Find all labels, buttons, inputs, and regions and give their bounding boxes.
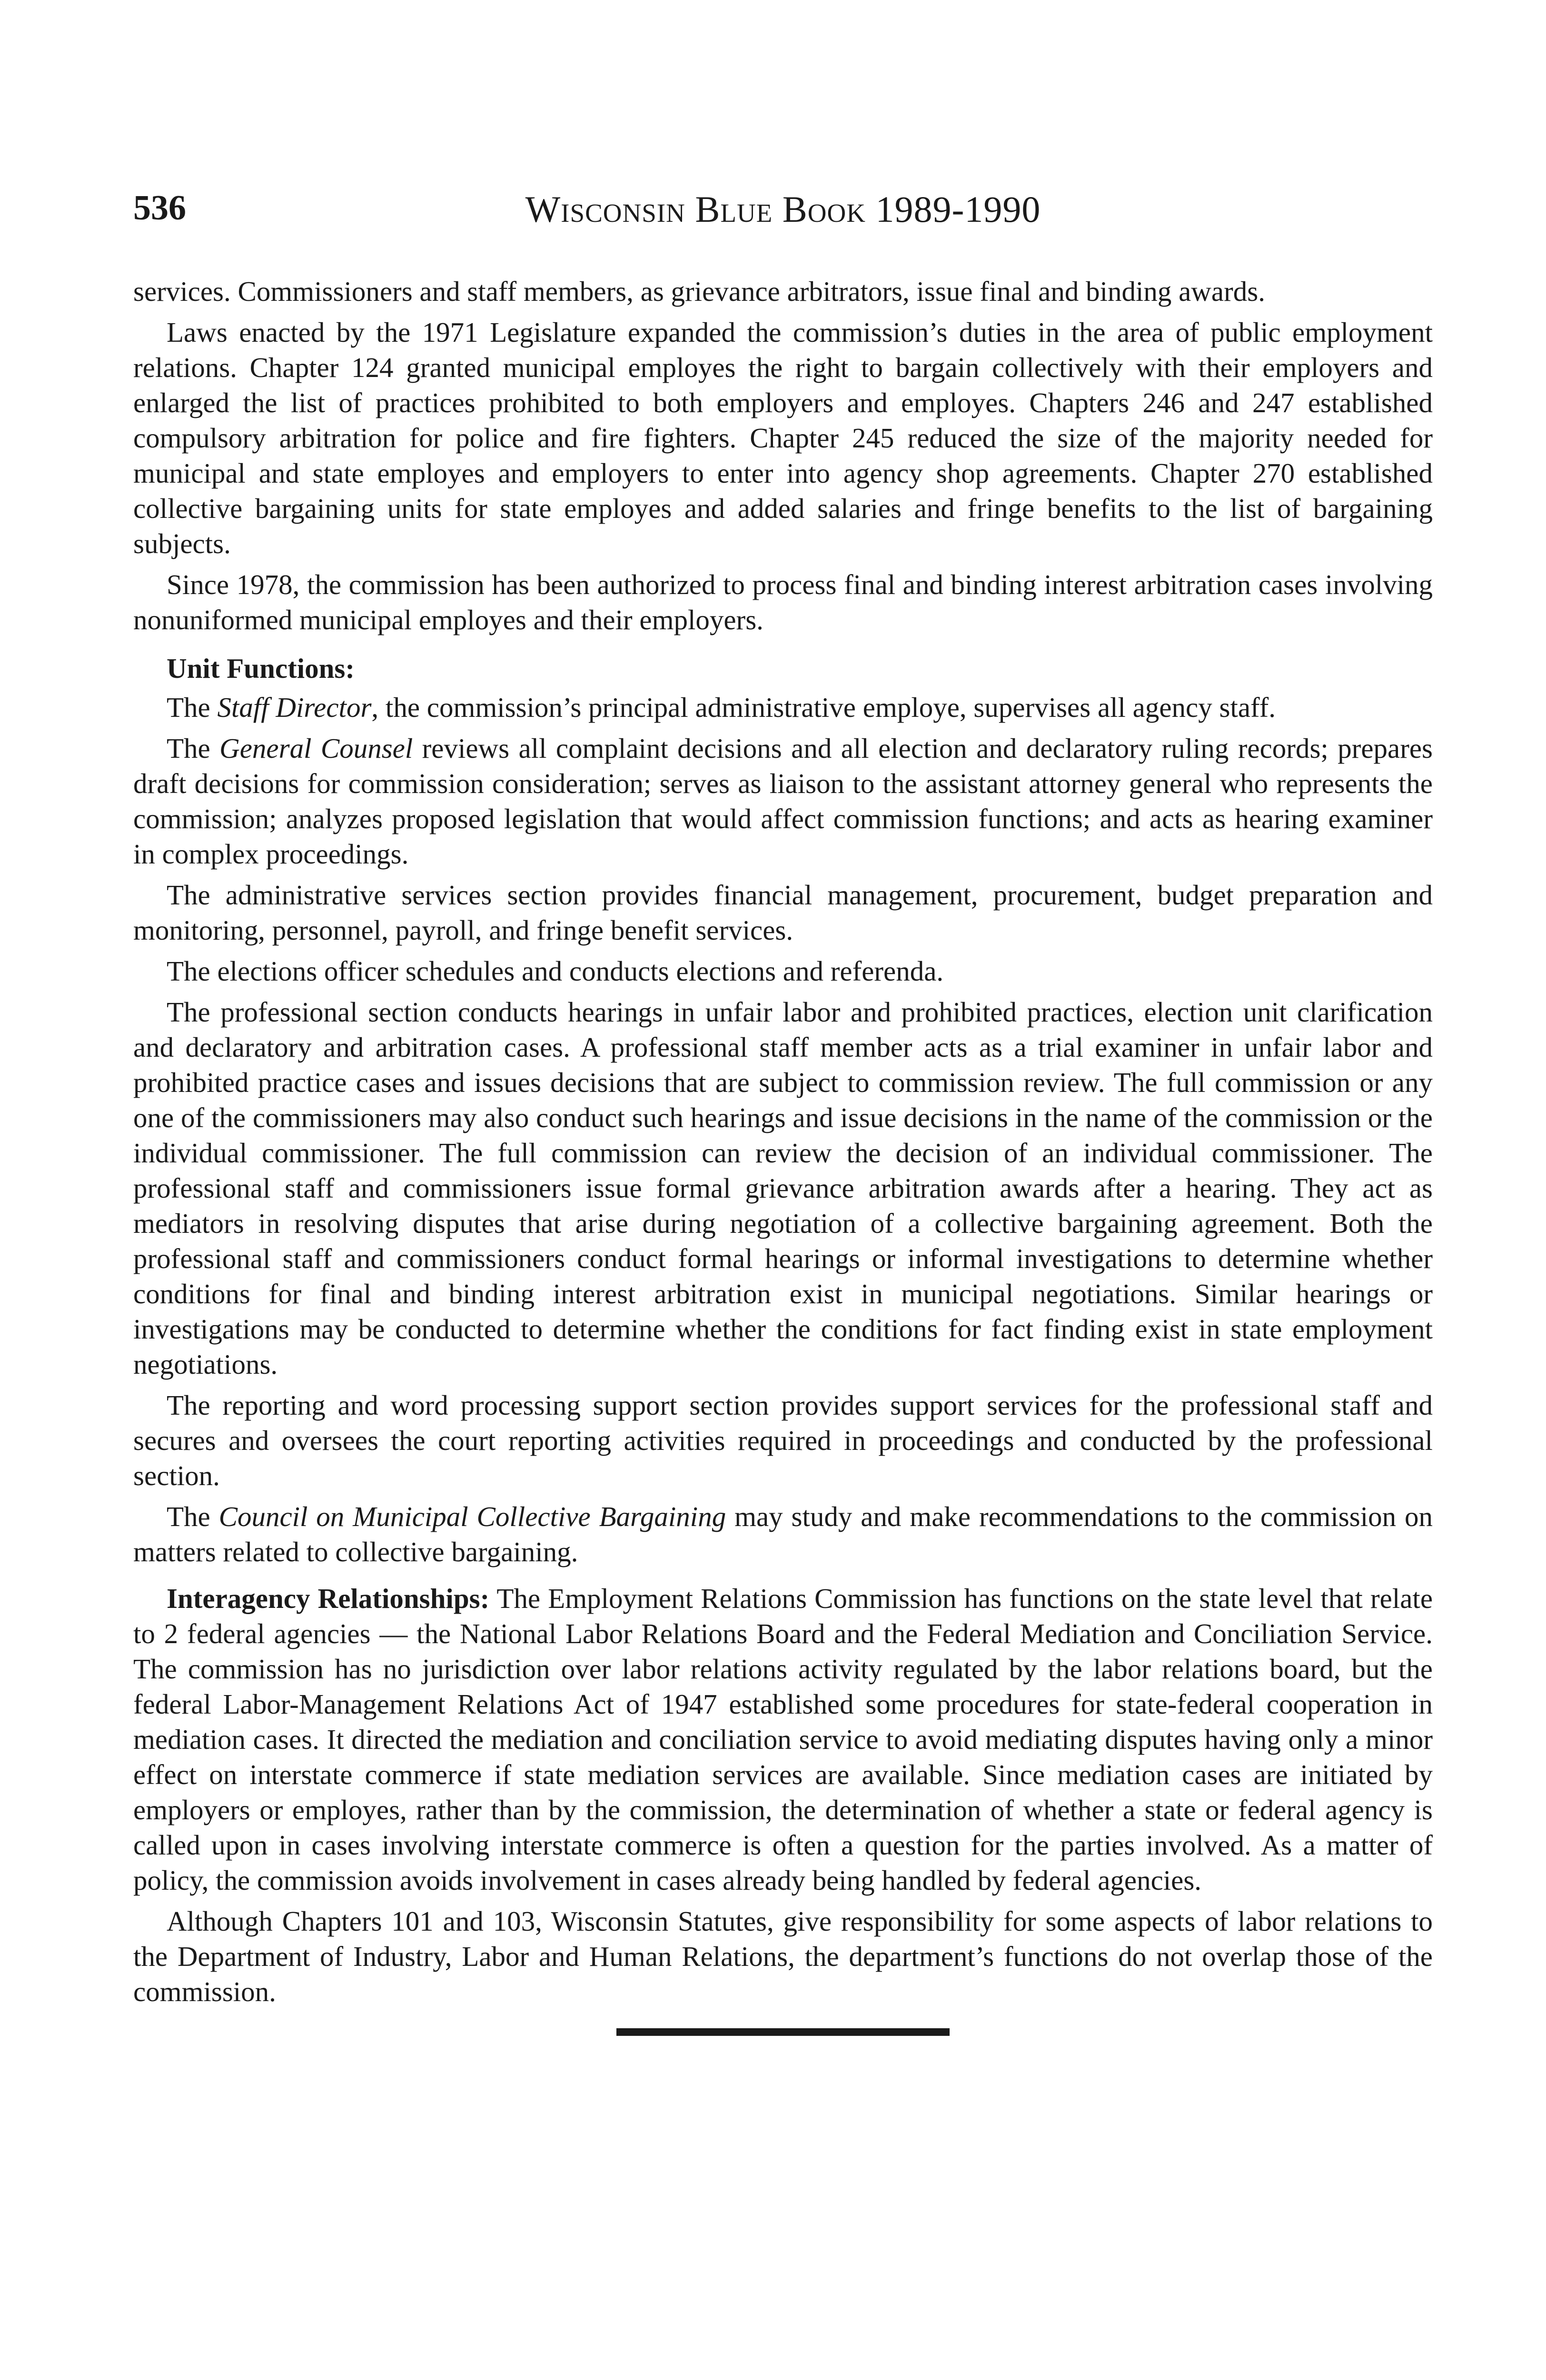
end-rule bbox=[616, 2028, 950, 2036]
staff-director-pre: The bbox=[167, 692, 218, 723]
paragraph-staff-director bbox=[133, 690, 1433, 725]
general-counsel-title: General Counsel bbox=[219, 733, 413, 764]
general-counsel-text: reviews all complaint decisions and all election and declaratory ruling records; prepares draft decisions for commission consideration; serves as liaison to the assistant attorney general who represents the commission; analyzes proposed legislation that would affect commission functions; and acts as hearing examiner in complex proceedings. bbox=[133, 733, 1433, 870]
paragraph-administrative-services: The administrative services section provides financial management, procurement, budget preparation and monitoring, personnel, payroll, and fringe benefit services. bbox=[133, 879, 1433, 946]
paragraph-elections-officer: The elections officer schedules and conducts elections and referenda. bbox=[167, 955, 944, 987]
paragraph-since-1978: Since 1978, the commission has been authorized to process final and binding interest arbitration cases involving nonuniformed municipal employes and their employers. bbox=[133, 569, 1433, 635]
interagency-text: The Employment Relations Commission has functions on the state level that relate to 2 federal agencies — the National Labor Relations Board and the Federal Mediation and Conciliation Service. The commission has no jurisdiction over labor relations activity regulated by the labor relations board, but the federal Labor-Management Relations Act of 1947 established some procedures for state-federal cooperation in mediation cases. It directed the mediation and conciliation service to avoid mediating disputes having only a minor effect on interstate commerce if state mediation services are available. Since mediation cases are initiated by employers or employes, rather than by the commission, the determination of whether a state or federal agency is called upon in cases involving interstate commerce is often a question for the parties involved. As a matter of policy, the commission avoids involvement in cases already being handled by federal agencies. bbox=[133, 1583, 1433, 1896]
general-counsel-pre: The bbox=[167, 733, 220, 764]
staff-director-text: , the commission’s principal administrative employe, supervises all agency staff. bbox=[371, 692, 1276, 723]
paragraph-reporting-section: The reporting and word processing support section provides support services for the professional staff and secures and oversees the court reporting activities required in proceedings and conducted by the professional section. bbox=[133, 1389, 1433, 1491]
unit-functions-heading: Unit Functions: bbox=[167, 653, 355, 684]
council-pre: The bbox=[167, 1501, 219, 1532]
paragraph-closing: Although Chapters 101 and 103, Wisconsin Statutes, give responsibility for some aspects of labor relations to the Department of Industry, Labor and Human Relations, the department’s functions do not overlap those of the commission. bbox=[133, 1905, 1433, 2007]
paragraph-interagency bbox=[133, 1581, 1433, 1898]
paragraph-professional-section: The professional section conducts hearings in unfair labor and prohibited practices, election unit clarification and declaratory and arbitration cases. A professional staff member acts as a trial examiner in unfair labor and prohibited practice cases and issues decisions that are subject to commission review. The full commission or any one of the commissioners may also conduct such hearings and issue decisions in the name of the commission or the individual commissioner. The full commission can review the decision of an individual commissioner. The professional staff and commissioners issue formal grievance arbitration awards after a hearing. They act as mediators in resolving disputes that arise during negotiation of a collective bargaining agreement. Both the professional staff and commissioners conduct formal hearings or informal investigations to determine whether conditions for final and binding interest arbitration exist in municipal negotiations. Similar hearings or investigations may be conducted to determine whether the conditions for fact finding exist in state employment negotiations. bbox=[133, 996, 1433, 1380]
council-text: may study and make recommendations to the commission on matters related to collective bargaining. bbox=[133, 1501, 1433, 1567]
staff-director-title: Staff Director bbox=[217, 692, 372, 723]
body-text bbox=[133, 274, 1433, 2009]
document-page bbox=[133, 188, 1433, 2036]
paragraph-1971-legislature: Laws enacted by the 1971 Legislature expanded the commission’s duties in the area of public employment relations. Chapter 124 granted municipal employes the right to bargain collectively with their employers and enlarged the list of practices prohibited to both employers and employes. Chapters 246 and 247 established compulsory arbitration for police and fire fighters. Chapter 245 reduced the size of the majority needed for municipal and state employes and employers to enter into agency shop agreements. Chapter 270 established collective bargaining units for state employes and added salaries and fringe benefits to the list of bargaining subjects. bbox=[133, 317, 1433, 559]
paragraph-council bbox=[133, 1499, 1433, 1569]
page-number: 536 bbox=[133, 188, 186, 228]
paragraph-continuation: services. Commissioners and staff members, as grievance arbitrators, issue final and binding awards. bbox=[133, 276, 1265, 307]
paragraph-general-counsel bbox=[133, 731, 1433, 872]
page-header bbox=[133, 188, 1433, 240]
running-title: Wisconsin Blue Book 1989-1990 bbox=[525, 188, 1041, 230]
council-title: Council on Municipal Collective Bargaining bbox=[218, 1501, 726, 1532]
interagency-heading: Interagency Relationships: bbox=[167, 1583, 490, 1614]
